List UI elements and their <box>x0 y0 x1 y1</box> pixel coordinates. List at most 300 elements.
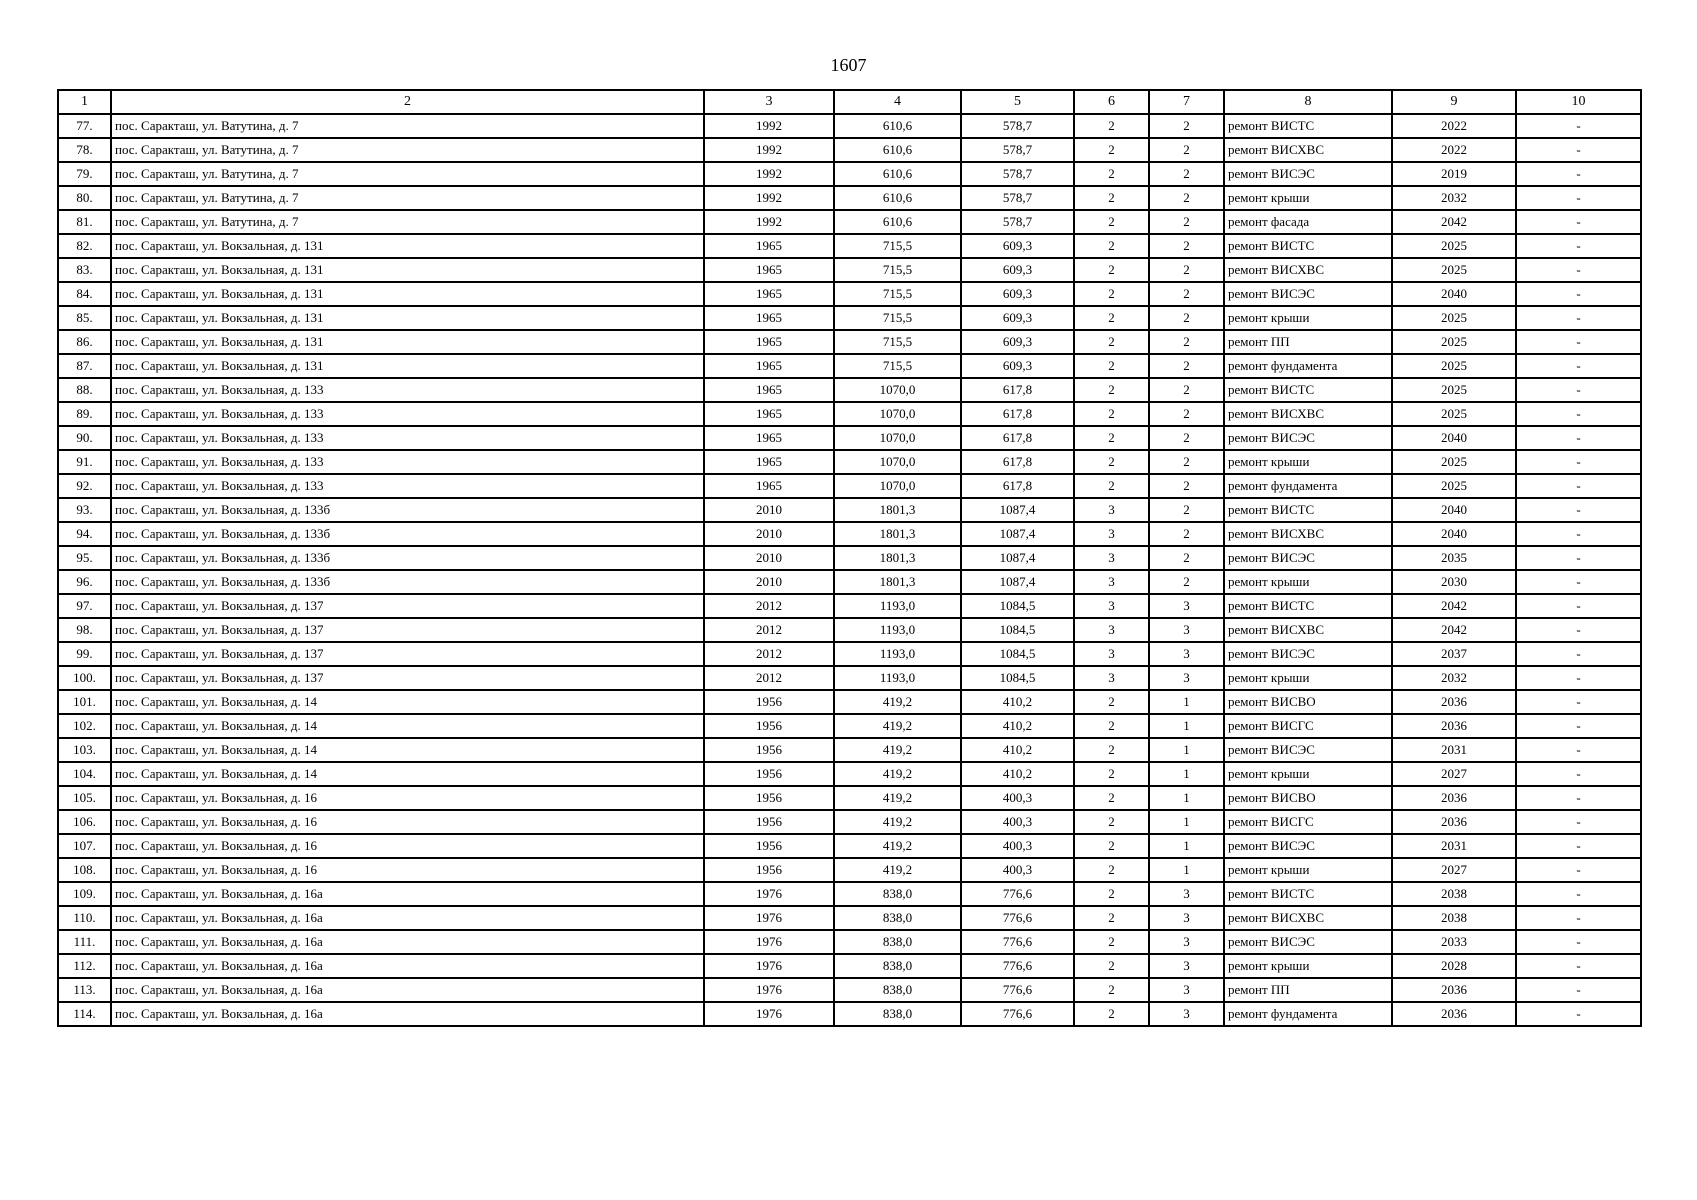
total-area-cell: 1070,0 <box>834 402 961 426</box>
address-cell: пос. Саракташ, ул. Ватутина, д. 7 <box>111 162 704 186</box>
floors-cell: 2 <box>1074 834 1149 858</box>
note-cell: - <box>1516 906 1641 930</box>
planned-year-cell: 2028 <box>1392 954 1516 978</box>
address-cell: пос. Саракташ, ул. Вокзальная, д. 131 <box>111 258 704 282</box>
address-cell: пос. Саракташ, ул. Вокзальная, д. 16а <box>111 906 704 930</box>
living-area-cell: 776,6 <box>961 954 1074 978</box>
planned-year-cell: 2025 <box>1392 402 1516 426</box>
row-number-cell: 111. <box>58 930 111 954</box>
address-cell: пос. Саракташ, ул. Вокзальная, д. 137 <box>111 666 704 690</box>
address-cell: пос. Саракташ, ул. Вокзальная, д. 16 <box>111 834 704 858</box>
year-cell: 1965 <box>704 378 834 402</box>
note-cell: - <box>1516 834 1641 858</box>
work-type-cell: ремонт крыши <box>1224 954 1392 978</box>
year-cell: 1976 <box>704 906 834 930</box>
row-number-cell: 94. <box>58 522 111 546</box>
planned-year-cell: 2025 <box>1392 330 1516 354</box>
table-row <box>58 210 1641 234</box>
total-area-cell: 838,0 <box>834 978 961 1002</box>
note-cell: - <box>1516 474 1641 498</box>
entrances-cell: 3 <box>1149 642 1224 666</box>
work-type-cell: ремонт крыши <box>1224 858 1392 882</box>
work-type-cell: ремонт ВИСВО <box>1224 690 1392 714</box>
living-area-cell: 400,3 <box>961 810 1074 834</box>
planned-year-cell: 2027 <box>1392 858 1516 882</box>
planned-year-cell: 2031 <box>1392 738 1516 762</box>
total-area-cell: 715,5 <box>834 306 961 330</box>
repair-schedule-table <box>57 89 1642 1027</box>
address-cell: пос. Саракташ, ул. Вокзальная, д. 133 <box>111 402 704 426</box>
address-cell: пос. Саракташ, ул. Вокзальная, д. 133 <box>111 378 704 402</box>
table-row <box>58 930 1641 954</box>
year-cell: 1956 <box>704 714 834 738</box>
address-cell: пос. Саракташ, ул. Вокзальная, д. 133б <box>111 522 704 546</box>
row-number-cell: 81. <box>58 210 111 234</box>
row-number-cell: 104. <box>58 762 111 786</box>
address-cell: пос. Саракташ, ул. Вокзальная, д. 133 <box>111 474 704 498</box>
table-row <box>58 834 1641 858</box>
note-cell: - <box>1516 354 1641 378</box>
note-cell: - <box>1516 210 1641 234</box>
floors-cell: 2 <box>1074 762 1149 786</box>
year-cell: 1992 <box>704 162 834 186</box>
year-cell: 1976 <box>704 1002 834 1026</box>
note-cell: - <box>1516 138 1641 162</box>
header-row <box>58 90 1641 114</box>
floors-cell: 3 <box>1074 498 1149 522</box>
column-header: 10 <box>1516 90 1641 114</box>
entrances-cell: 1 <box>1149 786 1224 810</box>
work-type-cell: ремонт фундамента <box>1224 1002 1392 1026</box>
planned-year-cell: 2036 <box>1392 810 1516 834</box>
entrances-cell: 2 <box>1149 354 1224 378</box>
living-area-cell: 410,2 <box>961 738 1074 762</box>
floors-cell: 2 <box>1074 378 1149 402</box>
address-cell: пос. Саракташ, ул. Вокзальная, д. 16а <box>111 930 704 954</box>
note-cell: - <box>1516 954 1641 978</box>
total-area-cell: 838,0 <box>834 954 961 978</box>
planned-year-cell: 2022 <box>1392 114 1516 138</box>
table-row <box>58 642 1641 666</box>
planned-year-cell: 2033 <box>1392 930 1516 954</box>
work-type-cell: ремонт крыши <box>1224 306 1392 330</box>
entrances-cell: 2 <box>1149 282 1224 306</box>
table-row <box>58 882 1641 906</box>
living-area-cell: 1084,5 <box>961 666 1074 690</box>
total-area-cell: 715,5 <box>834 282 961 306</box>
living-area-cell: 578,7 <box>961 114 1074 138</box>
living-area-cell: 776,6 <box>961 906 1074 930</box>
year-cell: 1956 <box>704 810 834 834</box>
column-header: 9 <box>1392 90 1516 114</box>
living-area-cell: 578,7 <box>961 210 1074 234</box>
living-area-cell: 400,3 <box>961 858 1074 882</box>
address-cell: пос. Саракташ, ул. Вокзальная, д. 131 <box>111 354 704 378</box>
total-area-cell: 419,2 <box>834 690 961 714</box>
row-number-cell: 109. <box>58 882 111 906</box>
year-cell: 1976 <box>704 930 834 954</box>
row-number-cell: 107. <box>58 834 111 858</box>
floors-cell: 3 <box>1074 618 1149 642</box>
planned-year-cell: 2036 <box>1392 714 1516 738</box>
row-number-cell: 91. <box>58 450 111 474</box>
note-cell: - <box>1516 978 1641 1002</box>
entrances-cell: 2 <box>1149 570 1224 594</box>
total-area-cell: 419,2 <box>834 738 961 762</box>
floors-cell: 3 <box>1074 522 1149 546</box>
floors-cell: 2 <box>1074 162 1149 186</box>
floors-cell: 3 <box>1074 642 1149 666</box>
floors-cell: 3 <box>1074 666 1149 690</box>
planned-year-cell: 2022 <box>1392 138 1516 162</box>
work-type-cell: ремонт фасада <box>1224 210 1392 234</box>
year-cell: 2012 <box>704 642 834 666</box>
table-row <box>58 258 1641 282</box>
year-cell: 1956 <box>704 690 834 714</box>
entrances-cell: 2 <box>1149 450 1224 474</box>
living-area-cell: 609,3 <box>961 330 1074 354</box>
table-row <box>58 330 1641 354</box>
row-number-cell: 105. <box>58 786 111 810</box>
living-area-cell: 410,2 <box>961 690 1074 714</box>
note-cell: - <box>1516 282 1641 306</box>
planned-year-cell: 2025 <box>1392 234 1516 258</box>
note-cell: - <box>1516 786 1641 810</box>
note-cell: - <box>1516 570 1641 594</box>
total-area-cell: 610,6 <box>834 210 961 234</box>
address-cell: пос. Саракташ, ул. Вокзальная, д. 137 <box>111 642 704 666</box>
floors-cell: 2 <box>1074 858 1149 882</box>
address-cell: пос. Саракташ, ул. Вокзальная, д. 16а <box>111 882 704 906</box>
entrances-cell: 2 <box>1149 474 1224 498</box>
year-cell: 1956 <box>704 738 834 762</box>
note-cell: - <box>1516 522 1641 546</box>
floors-cell: 2 <box>1074 978 1149 1002</box>
work-type-cell: ремонт ВИСХВС <box>1224 522 1392 546</box>
address-cell: пос. Саракташ, ул. Вокзальная, д. 16 <box>111 810 704 834</box>
floors-cell: 3 <box>1074 570 1149 594</box>
row-number-cell: 101. <box>58 690 111 714</box>
year-cell: 2010 <box>704 522 834 546</box>
year-cell: 1992 <box>704 138 834 162</box>
note-cell: - <box>1516 330 1641 354</box>
row-number-cell: 92. <box>58 474 111 498</box>
work-type-cell: ремонт ВИСТС <box>1224 234 1392 258</box>
floors-cell: 2 <box>1074 882 1149 906</box>
entrances-cell: 3 <box>1149 978 1224 1002</box>
note-cell: - <box>1516 450 1641 474</box>
total-area-cell: 1801,3 <box>834 570 961 594</box>
address-cell: пос. Саракташ, ул. Вокзальная, д. 14 <box>111 690 704 714</box>
address-cell: пос. Саракташ, ул. Вокзальная, д. 16 <box>111 858 704 882</box>
planned-year-cell: 2025 <box>1392 354 1516 378</box>
entrances-cell: 2 <box>1149 498 1224 522</box>
living-area-cell: 400,3 <box>961 834 1074 858</box>
total-area-cell: 838,0 <box>834 930 961 954</box>
note-cell: - <box>1516 738 1641 762</box>
note-cell: - <box>1516 546 1641 570</box>
table-row <box>58 978 1641 1002</box>
total-area-cell: 1070,0 <box>834 450 961 474</box>
work-type-cell: ремонт крыши <box>1224 450 1392 474</box>
floors-cell: 2 <box>1074 954 1149 978</box>
planned-year-cell: 2036 <box>1392 786 1516 810</box>
planned-year-cell: 2040 <box>1392 426 1516 450</box>
year-cell: 1956 <box>704 786 834 810</box>
row-number-cell: 98. <box>58 618 111 642</box>
note-cell: - <box>1516 642 1641 666</box>
note-cell: - <box>1516 930 1641 954</box>
floors-cell: 2 <box>1074 714 1149 738</box>
address-cell: пос. Саракташ, ул. Вокзальная, д. 16 <box>111 786 704 810</box>
row-number-cell: 86. <box>58 330 111 354</box>
row-number-cell: 113. <box>58 978 111 1002</box>
note-cell: - <box>1516 690 1641 714</box>
year-cell: 1965 <box>704 258 834 282</box>
note-cell: - <box>1516 1002 1641 1026</box>
row-number-cell: 85. <box>58 306 111 330</box>
floors-cell: 2 <box>1074 426 1149 450</box>
floors-cell: 2 <box>1074 402 1149 426</box>
living-area-cell: 1084,5 <box>961 642 1074 666</box>
living-area-cell: 776,6 <box>961 882 1074 906</box>
year-cell: 2012 <box>704 666 834 690</box>
table-row <box>58 690 1641 714</box>
floors-cell: 2 <box>1074 282 1149 306</box>
year-cell: 1965 <box>704 426 834 450</box>
living-area-cell: 410,2 <box>961 714 1074 738</box>
total-area-cell: 715,5 <box>834 354 961 378</box>
total-area-cell: 838,0 <box>834 1002 961 1026</box>
total-area-cell: 1801,3 <box>834 522 961 546</box>
planned-year-cell: 2042 <box>1392 594 1516 618</box>
year-cell: 2010 <box>704 570 834 594</box>
table-row <box>58 522 1641 546</box>
work-type-cell: ремонт ВИСГС <box>1224 810 1392 834</box>
table-row <box>58 786 1641 810</box>
living-area-cell: 776,6 <box>961 930 1074 954</box>
row-number-cell: 77. <box>58 114 111 138</box>
floors-cell: 2 <box>1074 1002 1149 1026</box>
entrances-cell: 1 <box>1149 714 1224 738</box>
living-area-cell: 1084,5 <box>961 618 1074 642</box>
planned-year-cell: 2025 <box>1392 258 1516 282</box>
living-area-cell: 617,8 <box>961 378 1074 402</box>
work-type-cell: ремонт ПП <box>1224 330 1392 354</box>
living-area-cell: 1087,4 <box>961 522 1074 546</box>
work-type-cell: ремонт ВИСГС <box>1224 714 1392 738</box>
table-row <box>58 402 1641 426</box>
floors-cell: 2 <box>1074 234 1149 258</box>
living-area-cell: 609,3 <box>961 306 1074 330</box>
table-row <box>58 1002 1641 1026</box>
table-row <box>58 954 1641 978</box>
table-row <box>58 306 1641 330</box>
entrances-cell: 2 <box>1149 114 1224 138</box>
year-cell: 1965 <box>704 234 834 258</box>
address-cell: пос. Саракташ, ул. Вокзальная, д. 16а <box>111 954 704 978</box>
living-area-cell: 617,8 <box>961 474 1074 498</box>
table-row <box>58 498 1641 522</box>
note-cell: - <box>1516 114 1641 138</box>
total-area-cell: 419,2 <box>834 858 961 882</box>
living-area-cell: 609,3 <box>961 258 1074 282</box>
address-cell: пос. Саракташ, ул. Вокзальная, д. 14 <box>111 762 704 786</box>
floors-cell: 2 <box>1074 450 1149 474</box>
work-type-cell: ремонт ВИСТС <box>1224 114 1392 138</box>
planned-year-cell: 2040 <box>1392 498 1516 522</box>
row-number-cell: 89. <box>58 402 111 426</box>
note-cell: - <box>1516 378 1641 402</box>
total-area-cell: 610,6 <box>834 162 961 186</box>
entrances-cell: 2 <box>1149 138 1224 162</box>
total-area-cell: 838,0 <box>834 906 961 930</box>
year-cell: 1965 <box>704 450 834 474</box>
entrances-cell: 2 <box>1149 258 1224 282</box>
planned-year-cell: 2036 <box>1392 690 1516 714</box>
year-cell: 2012 <box>704 594 834 618</box>
living-area-cell: 1087,4 <box>961 546 1074 570</box>
address-cell: пос. Саракташ, ул. Вокзальная, д. 137 <box>111 594 704 618</box>
note-cell: - <box>1516 402 1641 426</box>
entrances-cell: 1 <box>1149 762 1224 786</box>
entrances-cell: 3 <box>1149 666 1224 690</box>
row-number-cell: 80. <box>58 186 111 210</box>
planned-year-cell: 2038 <box>1392 906 1516 930</box>
floors-cell: 2 <box>1074 738 1149 762</box>
total-area-cell: 610,6 <box>834 138 961 162</box>
work-type-cell: ремонт ВИСЭС <box>1224 162 1392 186</box>
row-number-cell: 99. <box>58 642 111 666</box>
total-area-cell: 419,2 <box>834 834 961 858</box>
floors-cell: 2 <box>1074 330 1149 354</box>
address-cell: пос. Саракташ, ул. Вокзальная, д. 131 <box>111 330 704 354</box>
year-cell: 1965 <box>704 474 834 498</box>
note-cell: - <box>1516 162 1641 186</box>
living-area-cell: 400,3 <box>961 786 1074 810</box>
work-type-cell: ремонт крыши <box>1224 570 1392 594</box>
year-cell: 1956 <box>704 762 834 786</box>
note-cell: - <box>1516 762 1641 786</box>
total-area-cell: 610,6 <box>834 114 961 138</box>
planned-year-cell: 2042 <box>1392 618 1516 642</box>
total-area-cell: 419,2 <box>834 786 961 810</box>
entrances-cell: 2 <box>1149 402 1224 426</box>
entrances-cell: 1 <box>1149 834 1224 858</box>
total-area-cell: 419,2 <box>834 810 961 834</box>
table-row <box>58 546 1641 570</box>
row-number-cell: 83. <box>58 258 111 282</box>
planned-year-cell: 2032 <box>1392 186 1516 210</box>
total-area-cell: 610,6 <box>834 186 961 210</box>
work-type-cell: ремонт фундамента <box>1224 354 1392 378</box>
table-row <box>58 186 1641 210</box>
total-area-cell: 715,5 <box>834 234 961 258</box>
entrances-cell: 2 <box>1149 546 1224 570</box>
living-area-cell: 617,8 <box>961 426 1074 450</box>
work-type-cell: ремонт ВИСХВС <box>1224 258 1392 282</box>
table-row <box>58 594 1641 618</box>
address-cell: пос. Саракташ, ул. Вокзальная, д. 133б <box>111 570 704 594</box>
row-number-cell: 93. <box>58 498 111 522</box>
floors-cell: 2 <box>1074 258 1149 282</box>
living-area-cell: 578,7 <box>961 162 1074 186</box>
note-cell: - <box>1516 858 1641 882</box>
page-number: 1607 <box>830 55 867 75</box>
planned-year-cell: 2042 <box>1392 210 1516 234</box>
table-body <box>58 114 1641 1026</box>
entrances-cell: 1 <box>1149 690 1224 714</box>
year-cell: 1965 <box>704 354 834 378</box>
column-header: 3 <box>704 90 834 114</box>
entrances-cell: 3 <box>1149 906 1224 930</box>
work-type-cell: ремонт крыши <box>1224 666 1392 690</box>
table-row <box>58 138 1641 162</box>
floors-cell: 2 <box>1074 138 1149 162</box>
total-area-cell: 1193,0 <box>834 594 961 618</box>
floors-cell: 3 <box>1074 594 1149 618</box>
row-number-cell: 100. <box>58 666 111 690</box>
note-cell: - <box>1516 306 1641 330</box>
table-row <box>58 450 1641 474</box>
living-area-cell: 776,6 <box>961 1002 1074 1026</box>
table-row <box>58 810 1641 834</box>
row-number-cell: 110. <box>58 906 111 930</box>
work-type-cell: ремонт ВИСЭС <box>1224 738 1392 762</box>
planned-year-cell: 2036 <box>1392 1002 1516 1026</box>
address-cell: пос. Саракташ, ул. Вокзальная, д. 131 <box>111 234 704 258</box>
row-number-cell: 114. <box>58 1002 111 1026</box>
total-area-cell: 1070,0 <box>834 474 961 498</box>
table-header <box>58 90 1641 114</box>
year-cell: 1956 <box>704 858 834 882</box>
total-area-cell: 838,0 <box>834 882 961 906</box>
living-area-cell: 609,3 <box>961 234 1074 258</box>
total-area-cell: 1070,0 <box>834 426 961 450</box>
work-type-cell: ремонт ВИСТС <box>1224 882 1392 906</box>
entrances-cell: 2 <box>1149 522 1224 546</box>
row-number-cell: 78. <box>58 138 111 162</box>
address-cell: пос. Саракташ, ул. Ватутина, д. 7 <box>111 210 704 234</box>
table-row <box>58 714 1641 738</box>
planned-year-cell: 2025 <box>1392 378 1516 402</box>
row-number-cell: 87. <box>58 354 111 378</box>
entrances-cell: 2 <box>1149 378 1224 402</box>
planned-year-cell: 2036 <box>1392 978 1516 1002</box>
year-cell: 1992 <box>704 186 834 210</box>
entrances-cell: 2 <box>1149 330 1224 354</box>
row-number-cell: 82. <box>58 234 111 258</box>
column-header: 5 <box>961 90 1074 114</box>
living-area-cell: 617,8 <box>961 402 1074 426</box>
entrances-cell: 2 <box>1149 426 1224 450</box>
table-row <box>58 162 1641 186</box>
work-type-cell: ремонт ВИСЭС <box>1224 834 1392 858</box>
total-area-cell: 1070,0 <box>834 378 961 402</box>
total-area-cell: 1193,0 <box>834 642 961 666</box>
living-area-cell: 609,3 <box>961 282 1074 306</box>
row-number-cell: 102. <box>58 714 111 738</box>
entrances-cell: 1 <box>1149 858 1224 882</box>
year-cell: 1992 <box>704 114 834 138</box>
column-header: 6 <box>1074 90 1149 114</box>
planned-year-cell: 2031 <box>1392 834 1516 858</box>
year-cell: 2010 <box>704 498 834 522</box>
work-type-cell: ремонт ПП <box>1224 978 1392 1002</box>
planned-year-cell: 2030 <box>1392 570 1516 594</box>
floors-cell: 2 <box>1074 906 1149 930</box>
entrances-cell: 2 <box>1149 162 1224 186</box>
